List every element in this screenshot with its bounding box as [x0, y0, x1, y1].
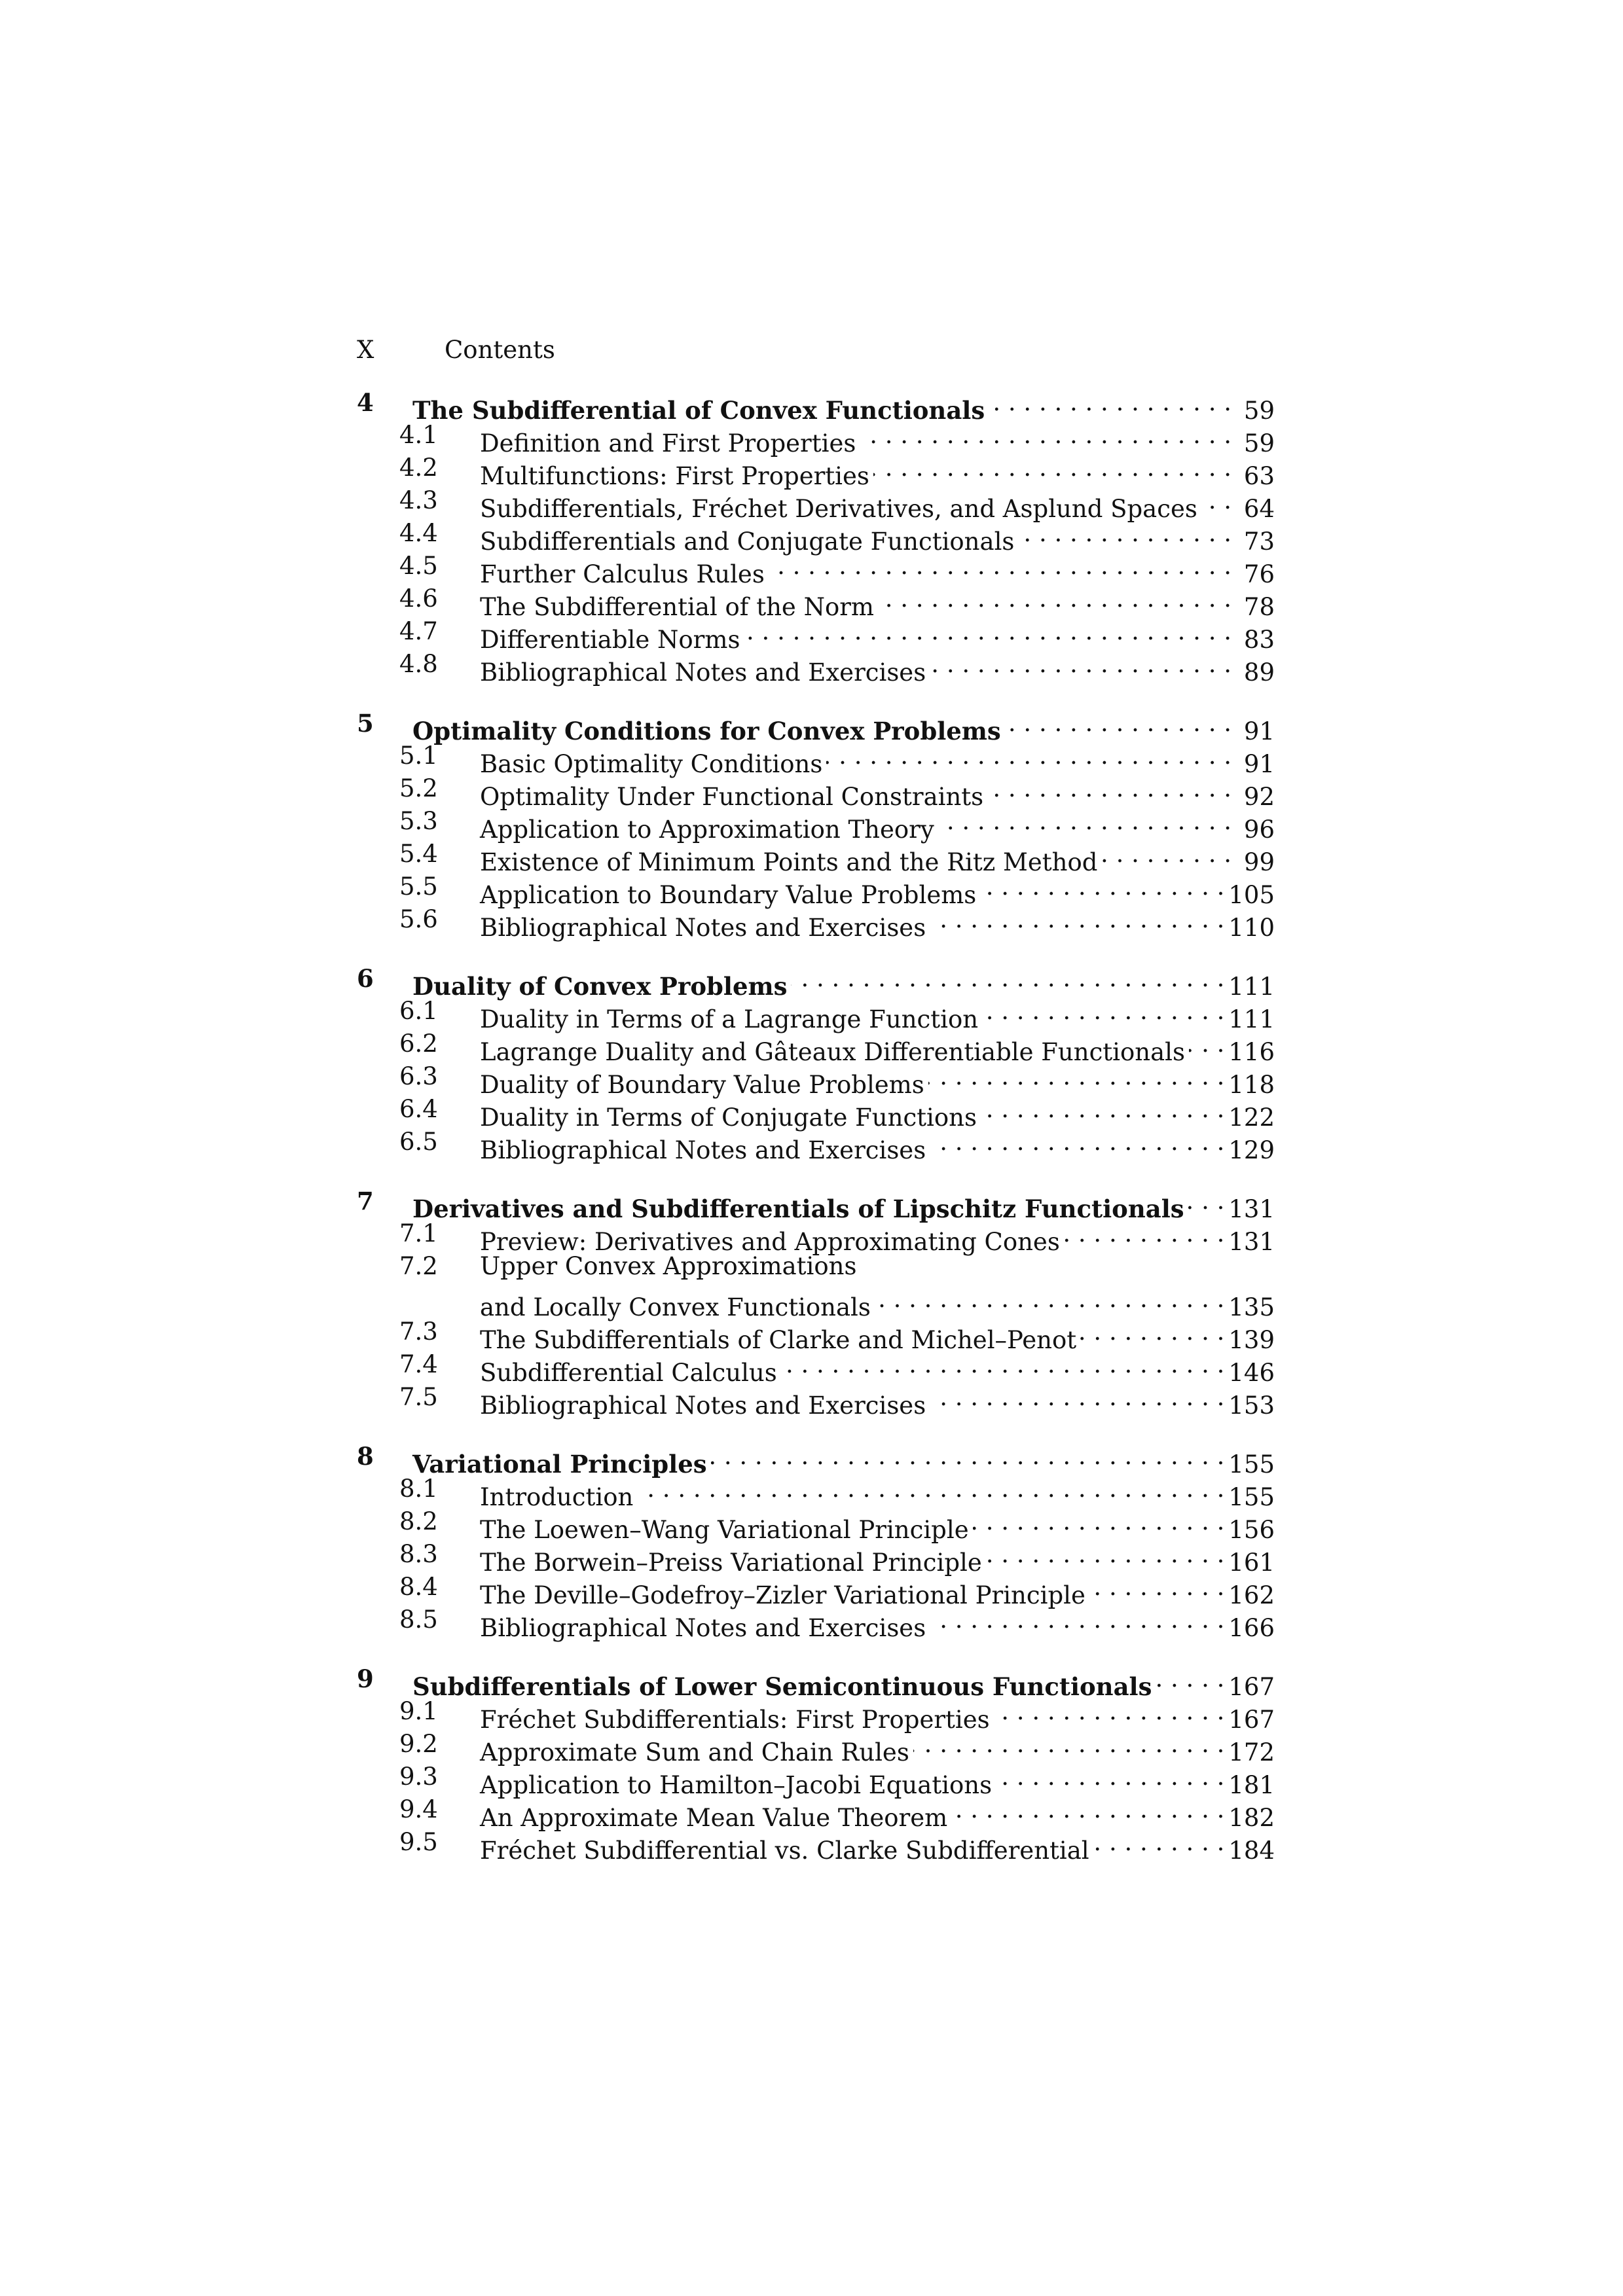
section-page: 78	[1243, 593, 1275, 621]
section-title: Application to Hamilton–Jacobi Equations	[480, 1771, 993, 1799]
section-entry[interactable]	[357, 772, 1275, 811]
section-number: 7.2	[399, 1252, 438, 1280]
chapter-number: 6	[357, 964, 374, 993]
section-page: 139	[1228, 1326, 1275, 1354]
section-entry[interactable]	[357, 1473, 1275, 1511]
section-page: 96	[1243, 816, 1275, 844]
section-number: 9.1	[399, 1697, 438, 1725]
section-page: 146	[1228, 1359, 1275, 1387]
section-title: Optimality Under Functional Constraints	[480, 783, 984, 811]
section-title: Bibliographical Notes and Exercises	[480, 658, 926, 687]
dot-leader	[878, 583, 1231, 615]
section-title: Existence of Minimum Points and the Ritz Method	[480, 848, 1098, 876]
section-number: 9.4	[399, 1795, 438, 1823]
dot-leader	[989, 386, 1231, 419]
section-entry[interactable]	[357, 1793, 1275, 1832]
section-number: 4.4	[399, 519, 438, 547]
section-title: Basic Optimality Conditions	[480, 750, 823, 778]
dot-leader	[938, 805, 1231, 838]
section-title: Subdifferential Calculus	[480, 1359, 777, 1387]
section-number: 7.5	[399, 1383, 438, 1411]
section-number: 8.2	[399, 1507, 438, 1535]
dot-leader	[930, 1381, 1224, 1414]
dot-leader	[637, 1473, 1224, 1505]
section-number: 6.3	[399, 1062, 438, 1090]
chapter-number: 7	[357, 1187, 374, 1215]
section-title: The Subdifferentials of Clarke and Michel–Penot	[480, 1326, 1077, 1354]
section-number: 4.8	[399, 650, 438, 678]
dot-leader	[1201, 484, 1231, 517]
section-entry[interactable]	[357, 1028, 1275, 1066]
section-title: Application to Boundary Value Problems	[480, 881, 977, 909]
chapter-entry[interactable]	[357, 962, 1275, 1001]
section-number: 6.2	[399, 1030, 438, 1058]
dot-leader	[1101, 838, 1231, 870]
section-number: 4.3	[399, 486, 438, 514]
section-entry[interactable]	[357, 1538, 1275, 1577]
section-number: 4.2	[399, 454, 438, 482]
section-title: Bibliographical Notes and Exercises	[480, 1136, 926, 1164]
dot-leader	[744, 615, 1231, 648]
section-number: 5.1	[399, 742, 438, 770]
chapter-number: 4	[357, 388, 374, 417]
section-title: Application to Approximation Theory	[480, 816, 934, 844]
chapter-title: Derivatives and Subdifferentials of Lipschitz Functionals	[412, 1194, 1184, 1223]
chapter-title: Variational Principles	[412, 1450, 707, 1479]
section-page: 91	[1243, 750, 1275, 778]
section-entry[interactable]	[357, 1126, 1275, 1164]
section-page: 184	[1228, 1837, 1275, 1865]
section-page: 92	[1243, 783, 1275, 811]
dot-leader	[1064, 1217, 1225, 1250]
section-entry[interactable]	[357, 805, 1275, 844]
dot-leader	[951, 1793, 1224, 1826]
section-number: 7.3	[399, 1318, 438, 1346]
dot-leader	[1080, 1316, 1224, 1348]
section-title: Lagrange Duality and Gâteaux Differentiable Functionals	[480, 1038, 1185, 1066]
dot-leader	[769, 550, 1231, 583]
chapter-block	[357, 386, 1275, 687]
chapter-page: 111	[1228, 973, 1275, 1001]
dot-leader	[1018, 517, 1231, 550]
section-page: 155	[1228, 1483, 1275, 1511]
section-entry[interactable]	[357, 419, 1275, 457]
chapter-number: 5	[357, 709, 374, 738]
dot-leader	[973, 1505, 1225, 1538]
chapter-entry[interactable]	[357, 386, 1275, 425]
section-entry[interactable]	[357, 1250, 1275, 1283]
section-entry[interactable]	[357, 484, 1275, 523]
dot-leader	[1156, 1662, 1224, 1695]
section-number: 4.1	[399, 421, 438, 449]
section-entry[interactable]	[357, 740, 1275, 778]
chapter-page: 155	[1228, 1450, 1275, 1479]
page-number: X	[357, 336, 374, 364]
section-entry[interactable]	[357, 870, 1275, 909]
section-entry[interactable]	[357, 1728, 1275, 1767]
section-page: 166	[1228, 1614, 1275, 1642]
dot-leader	[860, 419, 1231, 452]
running-header	[357, 331, 1273, 370]
section-number: 7.1	[399, 1219, 438, 1247]
section-page: 182	[1228, 1804, 1275, 1832]
dot-leader	[981, 1093, 1224, 1126]
section-number: 4.6	[399, 584, 438, 613]
section-page: 167	[1228, 1706, 1275, 1734]
chapter-title: Duality of Convex Problems	[412, 972, 788, 1001]
section-entry[interactable]	[357, 1826, 1275, 1865]
dot-leader	[875, 1283, 1224, 1316]
chapter-title: Subdifferentials of Lower Semicontinuous Functionals	[412, 1672, 1152, 1701]
section-page: 153	[1228, 1391, 1275, 1420]
section-title: Upper Convex Approximations	[480, 1252, 857, 1280]
chapter-page: 59	[1243, 397, 1275, 425]
dot-leader	[930, 648, 1231, 681]
section-number: 6.1	[399, 997, 438, 1025]
section-entry[interactable]	[357, 838, 1275, 876]
section-entry-continued[interactable]	[357, 1283, 1275, 1321]
section-page: 110	[1228, 914, 1275, 942]
section-number: 9.2	[399, 1730, 438, 1758]
chapter-block	[357, 707, 1275, 942]
section-title: Duality in Terms of a Lagrange Function	[480, 1005, 979, 1033]
section-title: Definition and First Properties	[480, 429, 856, 457]
chapter-page: 167	[1228, 1673, 1275, 1701]
chapter-entry[interactable]	[357, 1662, 1275, 1701]
section-entry[interactable]	[357, 1381, 1275, 1420]
chapter-block	[357, 1440, 1275, 1642]
section-title: Fréchet Subdifferentials: First Properties	[480, 1706, 990, 1734]
section-title: Differentiable Norms	[480, 626, 740, 654]
section-page: 122	[1228, 1103, 1275, 1132]
section-page: 89	[1243, 658, 1275, 687]
dot-leader	[980, 870, 1224, 903]
section-entry[interactable]	[357, 583, 1275, 621]
dot-leader	[1005, 707, 1231, 740]
dot-leader	[873, 452, 1231, 484]
section-title: Bibliographical Notes and Exercises	[480, 1614, 926, 1642]
section-title: The Subdifferential of the Norm	[480, 593, 875, 621]
section-number: 4.5	[399, 552, 438, 580]
section-title: An Approximate Mean Value Theorem	[480, 1804, 948, 1832]
section-page: 73	[1243, 528, 1275, 556]
dot-leader	[930, 1604, 1224, 1636]
dot-leader	[1189, 1028, 1224, 1060]
section-number: 7.4	[399, 1350, 438, 1378]
section-number: 8.3	[399, 1540, 438, 1568]
section-page: 135	[1228, 1293, 1275, 1321]
section-number: 5.4	[399, 840, 438, 868]
chapter-number: 9	[357, 1664, 374, 1693]
section-page: 111	[1228, 1005, 1275, 1033]
section-entry[interactable]	[357, 1348, 1275, 1387]
chapter-title: Optimality Conditions for Convex Problems	[412, 717, 1001, 745]
section-entry[interactable]	[357, 1604, 1275, 1642]
dot-leader	[1089, 1571, 1225, 1604]
dot-leader	[994, 1695, 1225, 1728]
section-entry[interactable]	[357, 517, 1275, 556]
dot-leader	[913, 1728, 1225, 1761]
section-page: 161	[1228, 1549, 1275, 1577]
section-title: The Loewen–Wang Variational Principle	[480, 1516, 969, 1544]
chapter-block	[357, 1185, 1275, 1420]
dot-leader	[1093, 1826, 1225, 1859]
chapter-entry[interactable]	[357, 1440, 1275, 1479]
section-page: 162	[1228, 1581, 1275, 1609]
section-entry[interactable]	[357, 550, 1275, 588]
section-entry[interactable]	[357, 1761, 1275, 1799]
section-entry[interactable]	[357, 1505, 1275, 1544]
section-title: Subdifferentials and Conjugate Functionals	[480, 528, 1015, 556]
section-title: Introduction	[480, 1483, 634, 1511]
section-page: 59	[1243, 429, 1275, 457]
section-title: Multifunctions: First Properties	[480, 462, 869, 490]
section-entry[interactable]	[357, 1571, 1275, 1609]
section-entry[interactable]	[357, 1217, 1275, 1256]
dot-leader	[711, 1440, 1225, 1473]
dot-leader	[982, 995, 1224, 1028]
section-number: 8.1	[399, 1475, 438, 1503]
dot-leader	[781, 1348, 1225, 1381]
section-title: Approximate Sum and Chain Rules	[480, 1738, 909, 1767]
dot-leader	[791, 962, 1224, 995]
section-title: Fréchet Subdifferential vs. Clarke Subdifferential	[480, 1837, 1089, 1865]
section-title: The Deville–Godefroy–Zizler Variational Principle	[480, 1581, 1085, 1609]
chapter-number: 8	[357, 1442, 374, 1471]
section-entry[interactable]	[357, 903, 1275, 942]
chapter-entry[interactable]	[357, 707, 1275, 745]
section-page: 76	[1243, 560, 1275, 588]
chapter-block	[357, 1662, 1275, 1865]
dot-leader	[930, 903, 1224, 936]
section-title: Duality in Terms of Conjugate Functions	[480, 1103, 977, 1132]
section-entry[interactable]	[357, 1316, 1275, 1354]
section-page: 129	[1228, 1136, 1275, 1164]
section-page: 83	[1243, 626, 1275, 654]
section-title: Duality of Boundary Value Problems	[480, 1071, 924, 1099]
section-number: 5.2	[399, 774, 438, 802]
section-page: 105	[1228, 881, 1275, 909]
section-page: 156	[1228, 1516, 1275, 1544]
dot-leader	[986, 1538, 1225, 1571]
dot-leader	[1188, 1185, 1225, 1217]
section-page: 99	[1243, 848, 1275, 876]
dot-leader	[826, 740, 1231, 772]
chapter-title: The Subdifferential of Convex Functionals	[412, 396, 985, 425]
section-number: 6.5	[399, 1128, 438, 1156]
table-of-contents	[357, 386, 1275, 1885]
dot-leader	[996, 1761, 1224, 1793]
chapter-page: 91	[1243, 717, 1275, 745]
section-number: 5.3	[399, 807, 438, 835]
section-entry[interactable]	[357, 452, 1275, 490]
dot-leader	[930, 1126, 1224, 1158]
section-number: 5.6	[399, 905, 438, 933]
section-entry[interactable]	[357, 995, 1275, 1033]
section-page: 172	[1228, 1738, 1275, 1767]
section-number: 4.7	[399, 617, 438, 645]
section-title: Bibliographical Notes and Exercises	[480, 1391, 926, 1420]
section-page: 63	[1243, 462, 1275, 490]
section-page: 118	[1228, 1071, 1275, 1099]
running-title: Contents	[445, 336, 555, 364]
section-entry[interactable]	[357, 1060, 1275, 1099]
section-page: 116	[1228, 1038, 1275, 1066]
chapter-entry[interactable]	[357, 1185, 1275, 1223]
section-title: Subdifferentials, Fréchet Derivatives, and Asplund Spaces	[480, 495, 1197, 523]
section-entry[interactable]	[357, 648, 1275, 687]
section-page: 131	[1228, 1228, 1275, 1256]
dot-leader	[928, 1060, 1225, 1093]
section-page: 181	[1228, 1771, 1275, 1799]
chapter-page: 131	[1228, 1195, 1275, 1223]
section-entry[interactable]	[357, 1093, 1275, 1132]
section-title-continued: and Locally Convex Functionals	[480, 1293, 871, 1321]
section-title: The Borwein–Preiss Variational Principle	[480, 1549, 982, 1577]
dot-leader	[987, 772, 1231, 805]
section-entry[interactable]	[357, 615, 1275, 654]
section-title: Preview: Derivatives and Approximating Cones	[480, 1228, 1060, 1256]
section-title: Further Calculus Rules	[480, 560, 765, 588]
chapter-block	[357, 962, 1275, 1164]
section-number: 9.5	[399, 1828, 438, 1856]
section-number: 8.4	[399, 1573, 438, 1601]
section-page: 64	[1243, 495, 1275, 523]
section-entry[interactable]	[357, 1695, 1275, 1734]
section-number: 6.4	[399, 1095, 438, 1123]
section-number: 5.5	[399, 872, 438, 901]
section-number: 8.5	[399, 1605, 438, 1634]
section-title: Bibliographical Notes and Exercises	[480, 914, 926, 942]
section-number: 9.3	[399, 1763, 438, 1791]
